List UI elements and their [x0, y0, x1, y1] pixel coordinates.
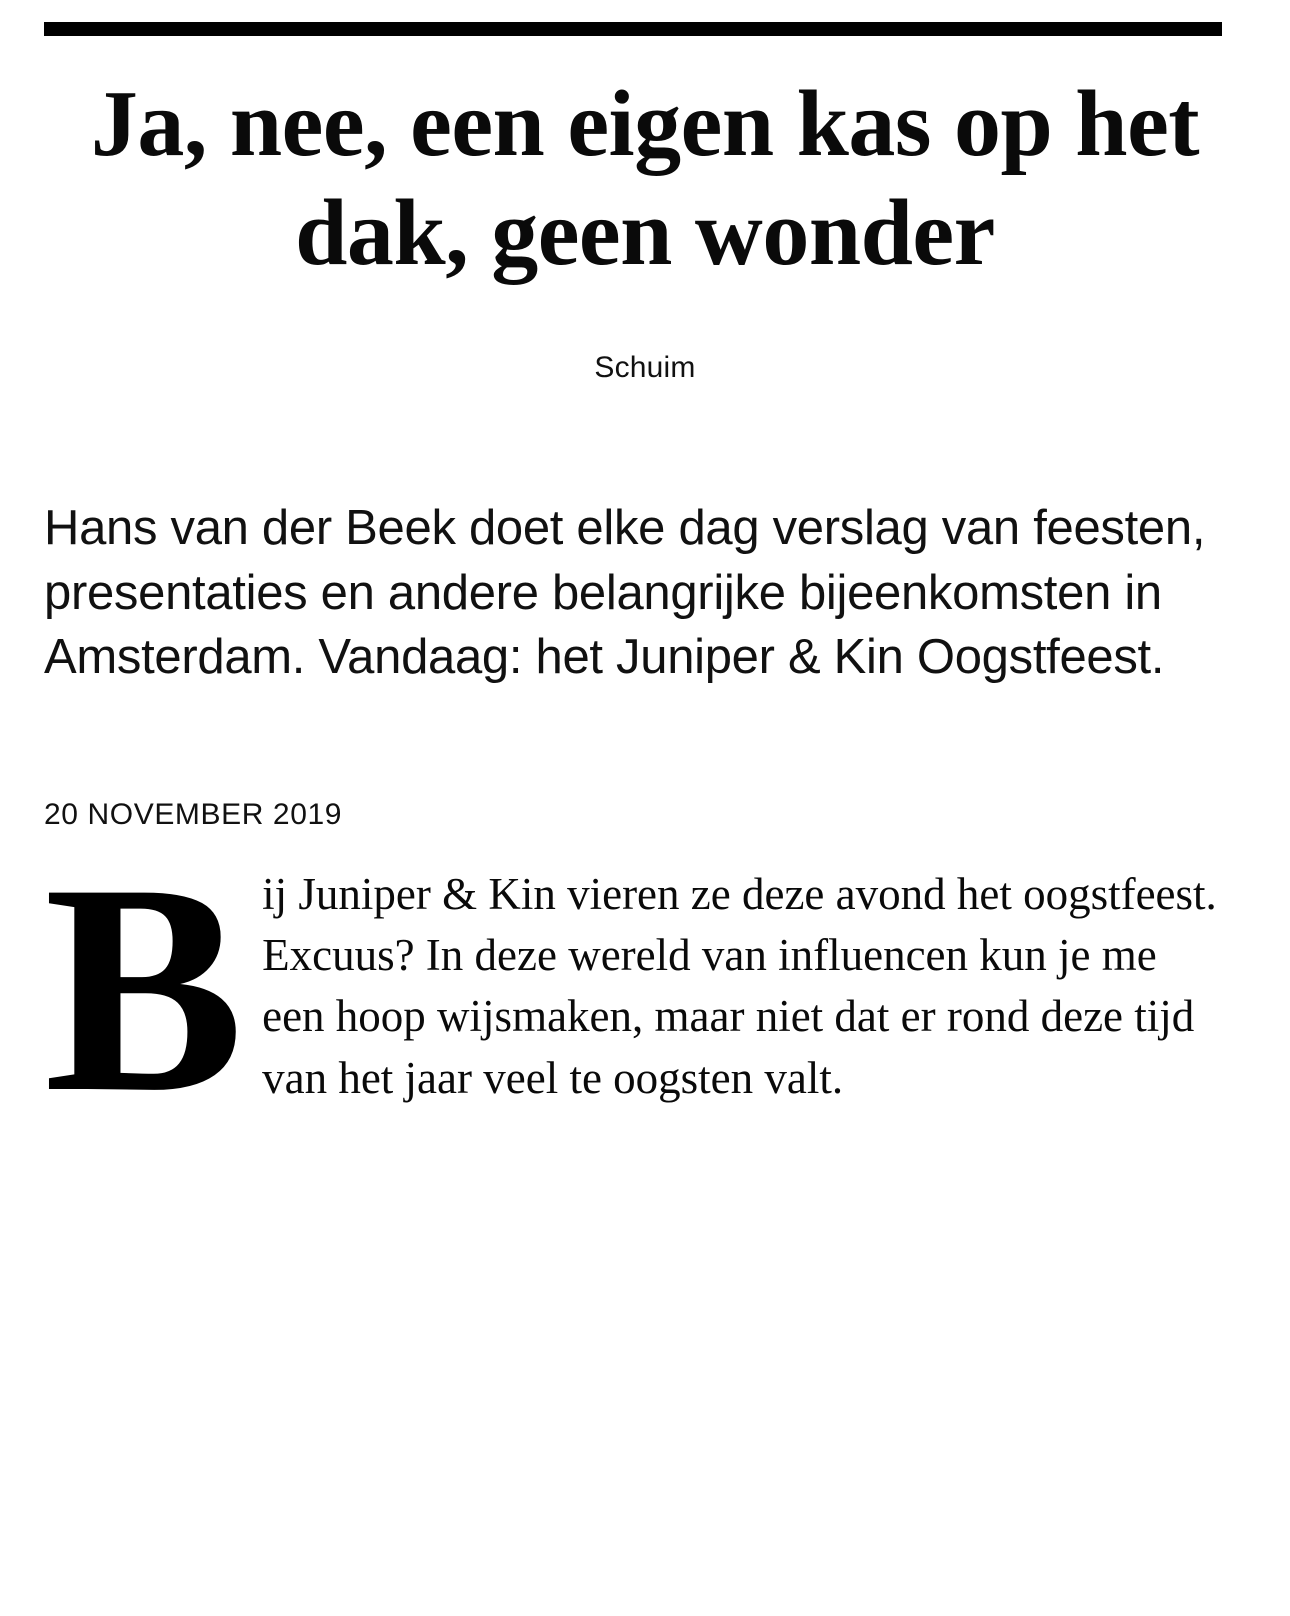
article-standfirst: Hans van der Beek doet elke dag verslag van feesten, presentaties en andere belangrijke bijeenkomsten in Amsterdam. Vandaag: het Juniper & Kin Oogstfeest.: [44, 501, 1206, 685]
publication-date: 20 NOVEMBER 2019: [44, 798, 343, 832]
section-kicker[interactable]: Schuim: [594, 351, 696, 385]
article-page: [0, 22, 1290, 1616]
body-paragraph: ij Juniper & Kin vieren ze deze avond het oogstfeest. Excuus? In deze wereld van influencen kun je me een hoop wijsmaken, maar niet dat er rond deze tijd van het jaar veel te oogsten valt.: [262, 869, 1217, 1103]
drop-cap: B: [44, 822, 245, 1155]
page-title: Ja, nee, een eigen kas op het dak, geen wonder: [90, 72, 1200, 286]
article-body: [44, 822, 1224, 1155]
top-divider-rule: [44, 22, 1222, 36]
